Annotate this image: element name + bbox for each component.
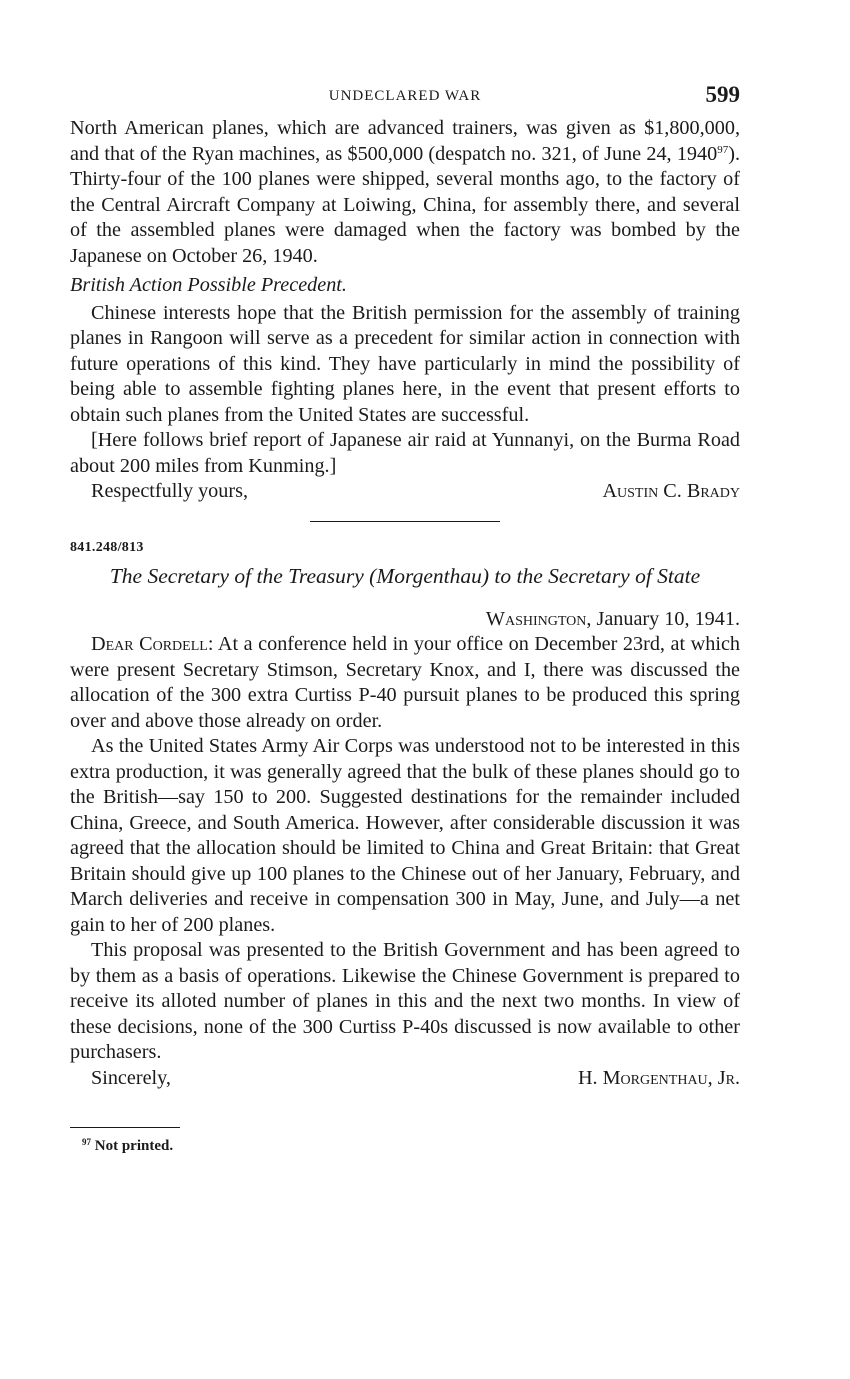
letter-paragraph-1-text: At a conference held in your office on December 23rd, at which were present Secretary Stimson, Secretary Knox, and I, there was discussed the allocation of the 300 extra Curtiss P-40 pursuit planes to be produced this spring over and above those already on order. [70, 633, 740, 732]
letter-closing [70, 479, 740, 505]
letter-closing-2 [70, 1066, 740, 1092]
section-divider [310, 521, 500, 522]
salutation: Dear Cordell: [91, 633, 214, 655]
bracket-note: [Here follows brief report of Japanese air raid at Yunnanyi, on the Burma Road about 200 miles from Kunming.] [70, 429, 740, 477]
letter-paragraph-1 [70, 632, 740, 734]
continued-paragraph [70, 116, 740, 269]
letter-paragraph-3: This proposal was presented to the British Government and has been agreed to by them as a basis of operations. Likewise the Chinese Government is prepared to receive its alloted number of planes in this and the next two months. In view of these decisions, none of the 300 Curtiss P-40s discussed is now available to other purchasers. [70, 939, 740, 1063]
running-head [70, 80, 740, 116]
closing-phrase: Respectfully yours, [91, 480, 248, 502]
signature: Austin C. Brady [602, 480, 740, 502]
document-page [70, 80, 740, 1155]
document-title: The Secretary of the Treasury (Morgenthau) to the Secretary of State [109, 563, 701, 588]
dateline-date: , January 10, 1941. [586, 607, 740, 630]
section-paragraph: Chinese interests hope that the British permission for the assembly of training planes in Rangoon will serve as a precedent for similar action in connection with future operations of this kind. They have particularly in mind the possibility of being able to assemble fighting planes here, in the event that present efforts to obtain such planes from the United States are successful. [70, 301, 740, 426]
footnote [70, 1138, 740, 1155]
dateline-place: Washington [485, 607, 587, 630]
file-number: 841.248/813 [70, 539, 144, 555]
dateline [70, 607, 740, 633]
footnote-marker: 97 [82, 1137, 91, 1147]
page-number: 599 [705, 82, 740, 107]
footnote-text: Not printed. [94, 1138, 174, 1154]
footnote-divider [70, 1127, 180, 1128]
paragraph-text-b: ). Thirty-four of the 100 planes were shipped, several months ago, to the factory of the Central Aircraft Company at Loiwing, China, for assembly there, and several of the assembled planes were damaged when the factory was bombed by the Japanese on October 26, 1940. [70, 142, 740, 267]
closing-phrase-2: Sincerely, [91, 1066, 171, 1089]
signature-2: H. Morgenthau, Jr. [577, 1066, 740, 1089]
footnote-reference[interactable]: 97 [717, 143, 729, 156]
letter-paragraph-2: As the United States Army Air Corps was understood not to be interested in this extra production, it was generally agreed that the bulk of these planes should go to the British—say 150 to 200. Suggested destinations for the remainder included China, Greece, and South America. However, after considerable discussion it was agreed that the allocation should be limited to China and Great Britain: that Great Britain should give up 100 planes to the Chinese out of her January, February, and March deliveries and receive in compensation 300 in May, June, and July—a net gain to her of 200 planes. [70, 735, 740, 936]
section-heading: British Action Possible Precedent. [70, 274, 347, 296]
running-title: UNDECLARED WAR [328, 88, 482, 104]
paragraph-text-a: North American planes, which are advanced trainers, was given as $1,800,000, and that of the Ryan machines, as $500,000 (despatch no. 321, of June 24, 1940 [70, 117, 740, 165]
